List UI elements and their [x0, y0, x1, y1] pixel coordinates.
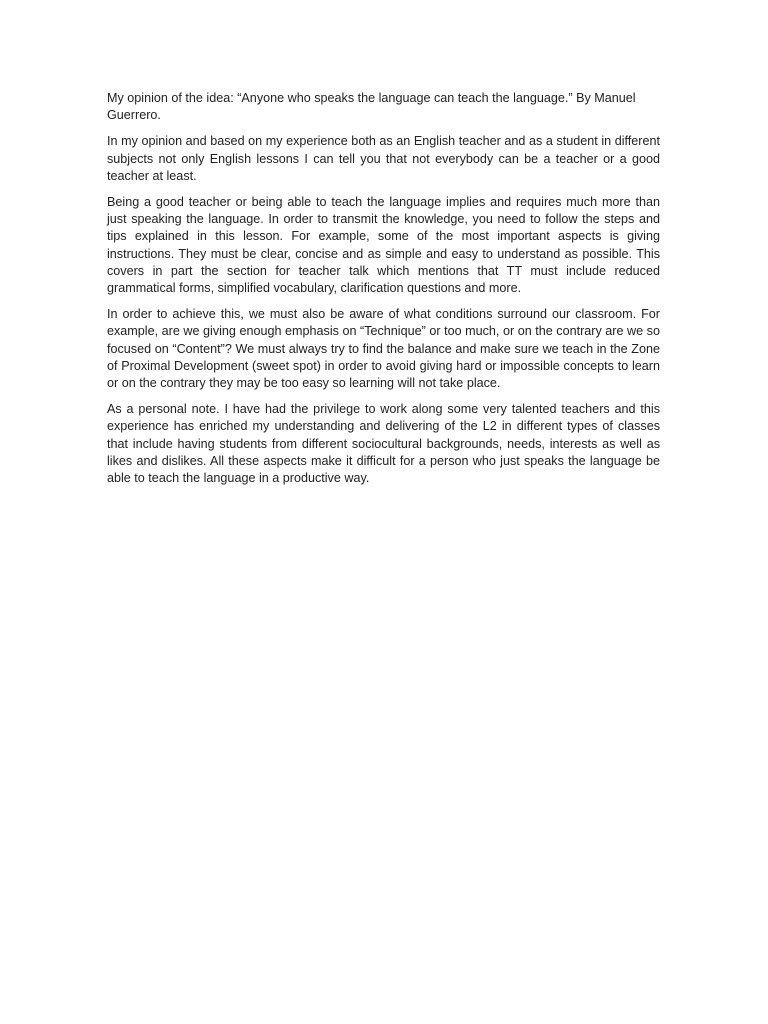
- paragraph-1: In my opinion and based on my experience both as an English teacher and as a student in different subjects not only English lessons I can tell you that not everybody can be a teacher or a good teacher at least.: [107, 134, 660, 183]
- paragraph-3: In order to achieve this, we must also be aware of what conditions surround our classroom. For example, are we giving enough emphasis on “Technique” or too much, or on the contrary are we so focused on “Content”? We must always try to find the balance and make sure we teach in the Zone of Proximal Development (sweet spot) in order to avoid giving hard or impossible concepts to learn or on the contrary they may be too easy so learning will not take place.: [107, 307, 660, 391]
- paragraph-4: As a personal note. I have had the privilege to work along some very talented teachers and this experience has enriched my understanding and delivering of the L2 in different types of classes that include having students from different sociocultural backgrounds, needs, interests as well as likes and dislikes. All these aspects make it difficult for a person who just speaks the language be able to teach the language in a productive way.: [107, 402, 660, 486]
- document-title: My opinion of the idea: “Anyone who speaks the language can teach the language.” By Manuel Guerrero.: [107, 91, 636, 123]
- document-body: [107, 90, 660, 496]
- paragraph-2: Being a good teacher or being able to teach the language implies and requires much more than just speaking the language. In order to transmit the knowledge, you need to follow the steps and tips explained in this lesson. For example, some of the most important aspects is giving instructions. They must be clear, concise and as simple and easy to understand as possible. This covers in part the section for teacher talk which mentions that TT must include reduced grammatical forms, simplified vocabulary, clarification questions and more.: [107, 195, 660, 296]
